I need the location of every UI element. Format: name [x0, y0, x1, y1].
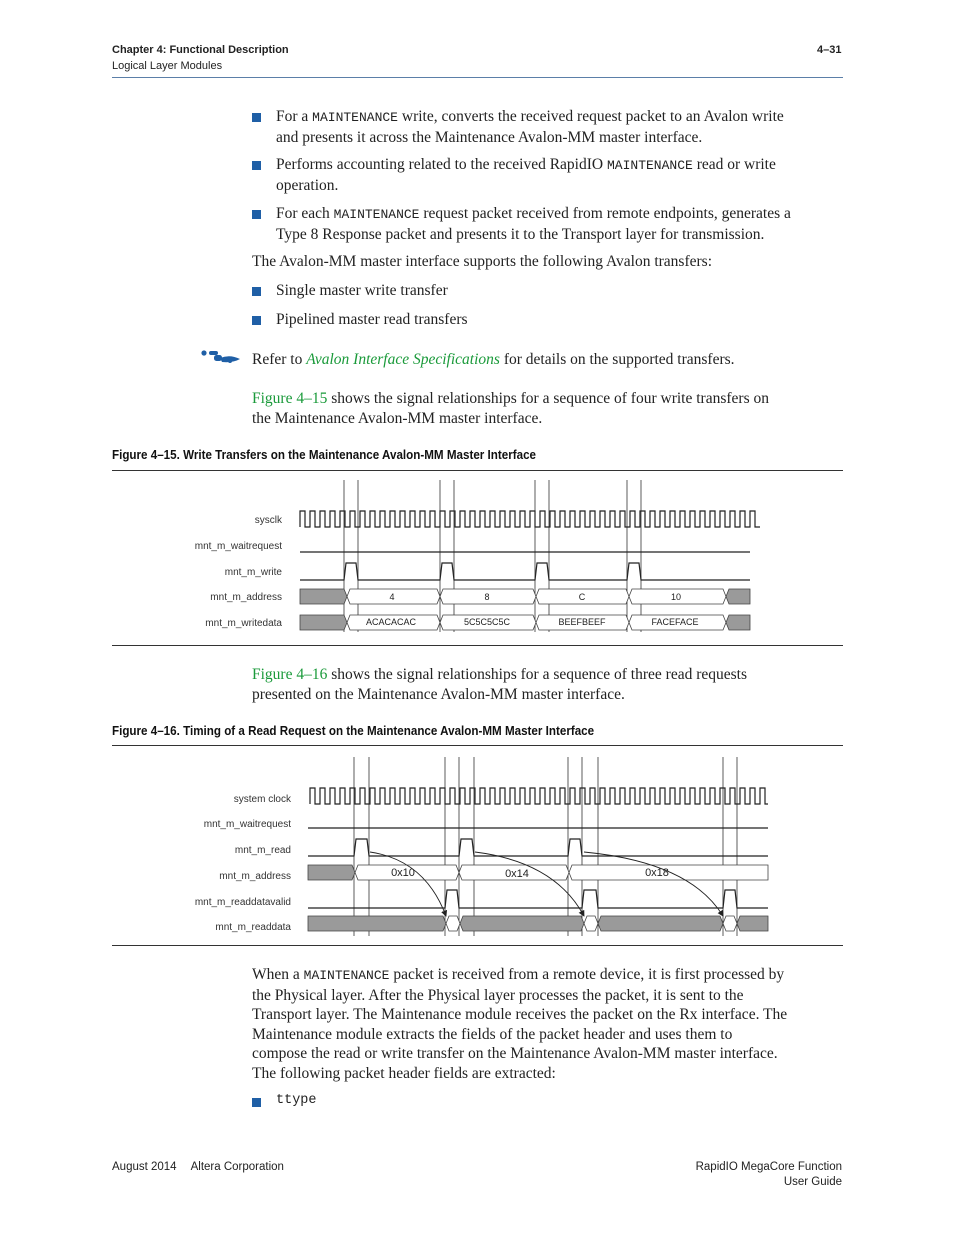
page-number: 4–31 [817, 44, 842, 56]
final-bullet-ttype: ttype [276, 1093, 317, 1108]
running-header-section: Logical Layer Modules [112, 60, 223, 72]
writedata-value: BEEFBEEF [558, 617, 606, 627]
signal-label: mnt_m_address [219, 871, 291, 882]
figure15-reference: Figure 4–15 shows the signal relationships for a sequence of four write transfers on the Maintenance Avalon-MM master interface. [252, 390, 769, 427]
figure15-timing-diagram [290, 478, 770, 638]
figure16-top-rule [112, 745, 843, 746]
transfer-bullet-2: Pipelined master read transfers [276, 311, 468, 328]
figure16-timing-diagram [300, 755, 775, 940]
bullet-marker [252, 1098, 261, 1107]
writedata-value: ACACACAC [365, 617, 417, 627]
writedata-value: 5C5C5C5C [463, 617, 511, 627]
signal-label: mnt_m_write [224, 567, 282, 578]
signal-label: system clock [233, 794, 291, 805]
figure15-caption: Figure 4–15. Write Transfers on the Maintenance Avalon-MM Master Interface [112, 448, 537, 462]
writedata-value: FACEFACE [651, 617, 699, 627]
address-value: 10 [670, 592, 682, 602]
signal-label: mnt_m_read [234, 845, 291, 856]
note-pointer-icon [200, 349, 242, 365]
transfers-intro: The Avalon-MM master interface supports the following Avalon transfers: [252, 253, 713, 270]
intro-bullet-1: For a MAINTENANCE write, converts the received request packet to an Avalon write and presents it across the Maintenance Avalon-MM master interface. [276, 108, 784, 146]
signal-label: mnt_m_address [210, 592, 282, 603]
bullet-marker [252, 161, 261, 170]
signal-label: mnt_m_waitrequest [194, 541, 282, 552]
figure15-top-rule [112, 470, 843, 471]
address-value: 0x10 [391, 867, 415, 879]
transfer-bullet-1: Single master write transfer [276, 282, 448, 299]
closing-paragraph: When a MAINTENANCE packet is received from a remote device, it is first processed by the Physical layer. After the Physical layer processes the packet, it is sent to the Transport layer. The Maintenance module receives the packet on the Rx interface. The Maintenance module extracts the fields of the packet header and uses them to compose the read or write transfer on the Maintenance Avalon-MM master interface. The following packet header fields are extracted: [252, 966, 788, 1082]
address-value: 0x18 [645, 867, 669, 879]
figure16-bottom-rule [112, 945, 843, 946]
bullet-marker [252, 287, 261, 296]
bullet-marker [252, 316, 261, 325]
bullet-marker [252, 113, 261, 122]
figure16-link[interactable]: Figure 4–16 [252, 666, 328, 683]
signal-label: mnt_m_waitrequest [203, 819, 291, 830]
figure16-reference: Figure 4–16 shows the signal relationships for a sequence of three read requests presented on the Maintenance Avalon-MM master interface. [252, 666, 748, 703]
signal-label: sysclk [254, 515, 282, 526]
address-value: 4 [389, 592, 395, 602]
bullet-marker [252, 210, 261, 219]
address-value: 8 [484, 592, 490, 602]
avalon-spec-link[interactable]: Avalon Interface Specifications [306, 351, 500, 368]
intro-bullet-3: For each MAINTENANCE request packet received from remote endpoints, generates a Type 8 Response packet and presents it to the Transport layer for transmission. [276, 205, 791, 243]
running-header-chapter: Chapter 4: Functional Description [112, 44, 289, 56]
note-text: Refer to Avalon Interface Specifications for details on the supported transfers. [252, 351, 735, 368]
signal-label: mnt_m_readdatavalid [194, 897, 291, 908]
figure15-link[interactable]: Figure 4–15 [252, 390, 328, 407]
signal-label: mnt_m_writedata [205, 618, 282, 629]
footer-left: August 2014 Altera Corporation [112, 1161, 284, 1173]
intro-bullet-2: Performs accounting related to the received RapidIO MAINTENANCE read or write operation. [276, 156, 776, 194]
figure16-caption: Figure 4–16. Timing of a Read Request on the Maintenance Avalon-MM Master Interface [112, 724, 595, 738]
header-rule [112, 77, 843, 78]
footer-right: RapidIO MegaCore Function User Guide [695, 1161, 842, 1188]
signal-label: mnt_m_readdata [215, 922, 291, 933]
address-value: C [578, 592, 586, 602]
address-value: 0x14 [505, 868, 529, 880]
figure15-bottom-rule [112, 645, 843, 646]
